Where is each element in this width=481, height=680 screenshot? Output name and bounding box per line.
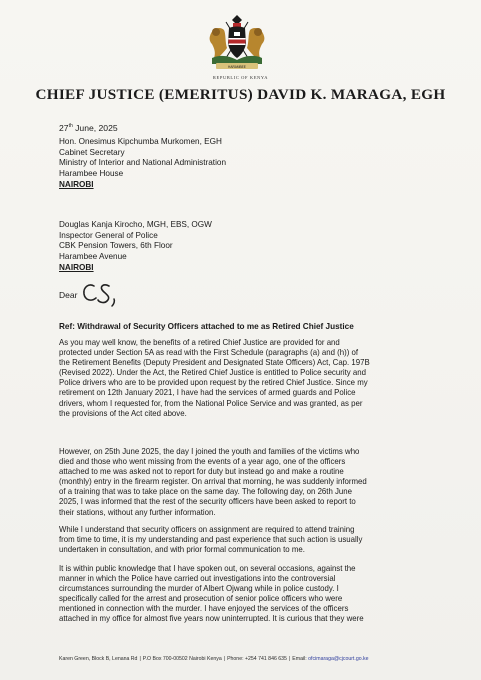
address-line: Douglas Kanja Kirocho, MGH, EBS, OGW: [59, 220, 212, 229]
letter-date: 27th June, 2025: [59, 123, 118, 133]
address-line: Harambee Avenue: [59, 252, 127, 262]
handwritten-cs-signature: [81, 278, 133, 308]
paragraph-line: of a training that was to take place on the same day. The following day, on 26th June: [59, 487, 353, 497]
paragraph-line: While I understand that security officers on assignment are required to attend training: [59, 525, 355, 534]
body-paragraph-4: [59, 564, 429, 625]
paragraph-line: their stations, without any further information.: [59, 507, 216, 517]
paragraph-line: (Revised 2022). Under the Act, the Retired Chief Justice is entitled to Police security and: [59, 368, 366, 378]
paragraph-line: circumstances surrounding the murder of Albert Ojwang while in police custody. I: [59, 584, 339, 594]
paragraph-line: attached to me was asked not to report for duty but instead go and make a routine: [59, 467, 344, 477]
crest-caption: REPUBLIC OF KENYA: [212, 75, 269, 80]
paragraph-line: Police drivers who are to be provided upon request by the retired Chief Justice. Since my: [59, 378, 368, 388]
footer-phone: Phone: +254 741 846 635: [227, 656, 287, 662]
paragraph-line: specifically called for the arrest and prosecution of senior police officers who were: [59, 594, 343, 604]
paragraph-line: (monthly) entry in the firearm register. On arrival that morning, he was suddenly informed: [59, 477, 367, 487]
address-city: NAIROBI: [59, 179, 94, 189]
letterhead-title: CHIEF JUSTICE (EMERITUS) DAVID K. MARAGA, EGH: [35, 86, 446, 103]
paragraph-line: the Retirement Benefits (Deputy President and Designated State Officers) Act, Cap. 197B: [59, 358, 370, 368]
letter-footer: Karen Green, Block B, Lenana Rd | P.O Box 700-00502 Nairobi Kenya | Phone: +254 741 846 635 | Email: ofcimaraga@cjcourt.go.ke: [59, 656, 369, 662]
paragraph-line: attached in my office for almost five years now uninterrupted. It is curious that they were: [59, 614, 364, 624]
paragraph-line: mentioned in connection with the murder. I have enjoyed the services of the officers: [59, 604, 349, 614]
paragraph-line: retirement on 12th January 2021, I have had the services of armed guards and Police: [59, 388, 356, 398]
svg-text:HARAMBEE: HARAMBEE: [228, 64, 246, 69]
recipient-address-1: [59, 137, 226, 191]
paragraph-line: As you may well know, the benefits of a retired Chief Justice are provided for and: [59, 338, 340, 347]
footer-address: Karen Green, Block B, Lenana Rd: [59, 656, 138, 662]
recipient-address-2: [59, 220, 212, 274]
subject-line: Ref: Withdrawal of Security Officers attached to me as Retired Chief Justice: [59, 322, 354, 331]
footer-email-link[interactable]: ofcimaraga@cjcourt.go.ke: [308, 656, 369, 662]
paragraph-line: drivers, whom I requested for, from the National Police Service and was granted, as per: [59, 398, 363, 408]
paragraph-line: 2025, I was informed that the rest of the security officers have been asked to report to: [59, 497, 356, 507]
paragraph-line: manner in which the Police have carried out investigations into the controversial: [59, 574, 336, 584]
salutation: Dear: [59, 290, 78, 300]
footer-pobox: P.O Box 700-00502 Nairobi Kenya: [142, 656, 222, 662]
footer-email-label: Email:: [292, 656, 307, 662]
body-paragraph-2: [59, 447, 429, 518]
address-line: Harambee House: [59, 169, 124, 179]
body-paragraph-3: [59, 525, 429, 555]
address-line: Cabinet Secretary: [59, 147, 125, 157]
address-line: Hon. Onesimus Kipchumba Murkomen, EGH: [59, 137, 222, 146]
paragraph-line: the provisions of the Act cited above.: [59, 408, 187, 418]
address-line: Inspector General of Police: [59, 230, 158, 240]
paragraph-line: It is within public knowledge that I have spoken out, on several occasions, against the: [59, 564, 356, 573]
paragraph-line: died and those who went missing from the events of a year ago, one of the officers: [59, 457, 346, 467]
kenya-coat-of-arms-icon: [206, 14, 268, 74]
paragraph-line: However, on 25th June 2025, the day I joined the youth and families of the victims who: [59, 447, 360, 456]
paragraph-line: from time to time, it is my understanding and past experience that such action is usually: [59, 535, 363, 545]
paragraph-line: protected under Section 5A as read with the First Schedule (paragraphs (a) and (h)) of: [59, 348, 359, 358]
address-city: NAIROBI: [59, 262, 94, 272]
address-line: CBK Pension Towers, 6th Floor: [59, 241, 173, 251]
paragraph-line: undertaken in consultation, and with prior formal communication to me.: [59, 545, 305, 555]
body-paragraph-1: [59, 338, 429, 419]
address-line: Ministry of Interior and National Administration: [59, 158, 227, 168]
